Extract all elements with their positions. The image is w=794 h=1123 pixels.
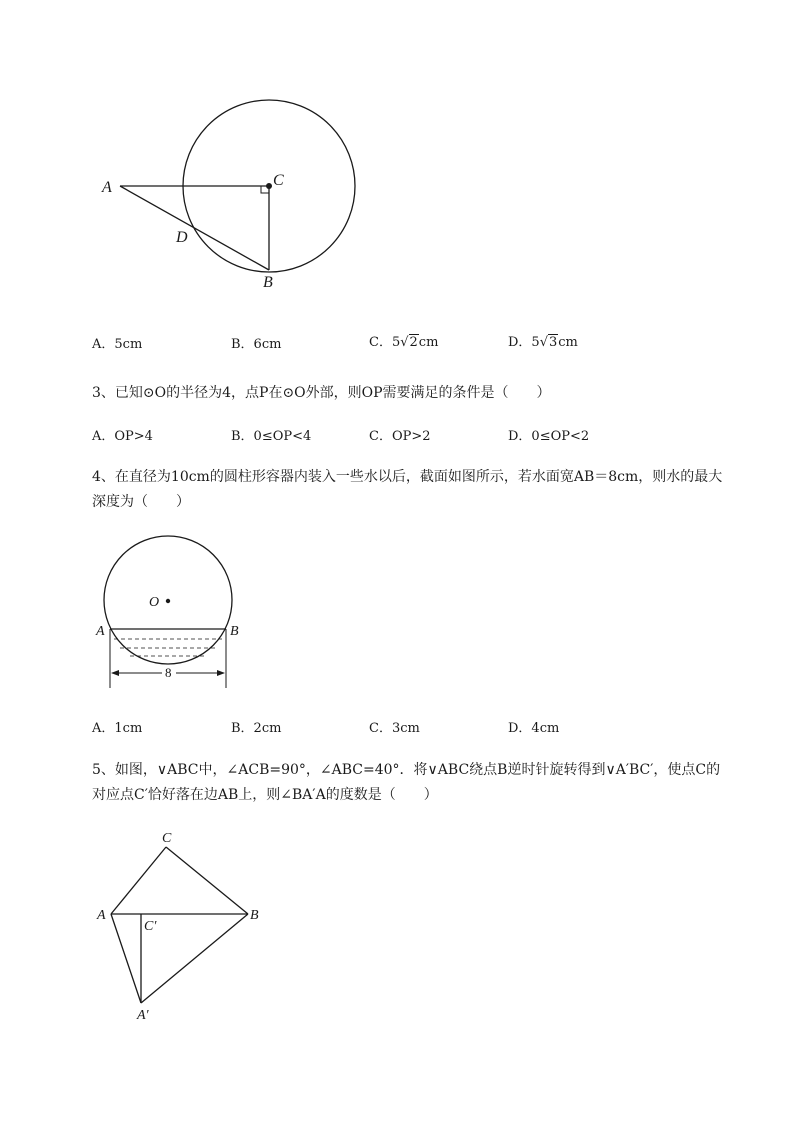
q2-option-d-prefix: D．5	[508, 335, 540, 350]
label-A: A	[97, 908, 106, 923]
q3-option-b: B．0≤OP<4	[231, 429, 312, 444]
q3-option-d: D．0≤OP<2	[508, 429, 590, 444]
q2-option-c-prefix: C．5	[369, 335, 401, 350]
center-point	[266, 183, 272, 189]
q4-option-a: A．1cm	[92, 721, 143, 736]
q2-option-b: B．6cm	[231, 337, 282, 352]
dimension-label: 8	[165, 665, 172, 680]
label-C-prime: C′	[144, 919, 157, 934]
q2-option-d-radicand: 3	[549, 335, 558, 350]
label-B: B	[230, 624, 239, 639]
label-A: A	[102, 179, 112, 196]
q4-option-c: C．3cm	[369, 721, 420, 736]
arrow-right-icon	[217, 670, 225, 676]
q3-option-a: A．OP>4	[92, 429, 153, 444]
segment-CB	[166, 847, 248, 914]
label-A: A	[96, 624, 105, 639]
q2-option-c	[369, 331, 438, 350]
sqrt-sign: √3	[539, 335, 558, 350]
label-A-prime: A′	[137, 1008, 149, 1023]
label-B: B	[250, 908, 259, 923]
segment-A-prime-B	[141, 914, 248, 1003]
figure-1-diagram	[0, 0, 794, 300]
label-C: C	[273, 172, 284, 189]
figure-3	[0, 820, 300, 1030]
label-O: O	[149, 595, 160, 610]
segment-AB	[120, 186, 269, 270]
arrow-left-icon	[111, 670, 119, 676]
figure-2	[0, 530, 300, 700]
q4-stem-line1: 4、在直径为10cm的圆柱形容器内装入一些水以后，截面如图所示，若水面宽AB＝8cm，则水的最大	[92, 469, 723, 485]
label-C: C	[162, 831, 172, 846]
label-D: D	[176, 229, 188, 246]
q5-stem-line2: 对应点C′恰好落在边AB上，则∠BA′A的度数是（ ）	[92, 787, 438, 803]
center-point	[166, 599, 170, 603]
q2-option-c-radicand: 2	[409, 335, 418, 350]
q4-stem-line2: 深度为（ ）	[92, 494, 190, 510]
q3-stem: 3、已知⊙O的半径为4，点P在⊙O外部，则OP需要满足的条件是（ ）	[92, 385, 551, 401]
figure-1	[0, 0, 794, 300]
label-B: B	[263, 274, 273, 291]
q2-option-a: A．5cm	[92, 337, 143, 352]
figure-2-diagram	[0, 530, 300, 700]
q2-option-c-suffix: cm	[418, 335, 439, 350]
figure-3-diagram	[0, 820, 300, 1030]
q4-option-d: D．4cm	[508, 721, 560, 736]
q3-option-c: C．OP>2	[369, 429, 431, 444]
q4-option-b: B．2cm	[231, 721, 282, 736]
q2-option-d	[508, 331, 578, 350]
segment-AC	[111, 847, 166, 914]
q2-option-d-suffix: cm	[558, 335, 578, 350]
q5-stem-line1: 5、如图，∨ABC中，∠ACB=90°，∠ABC=40°．将∨ABC绕点B逆时针旋转得到∨A′BC′，使点C的	[92, 762, 721, 778]
sqrt-sign: √2	[400, 335, 418, 350]
segment-A-A-prime	[111, 914, 141, 1003]
